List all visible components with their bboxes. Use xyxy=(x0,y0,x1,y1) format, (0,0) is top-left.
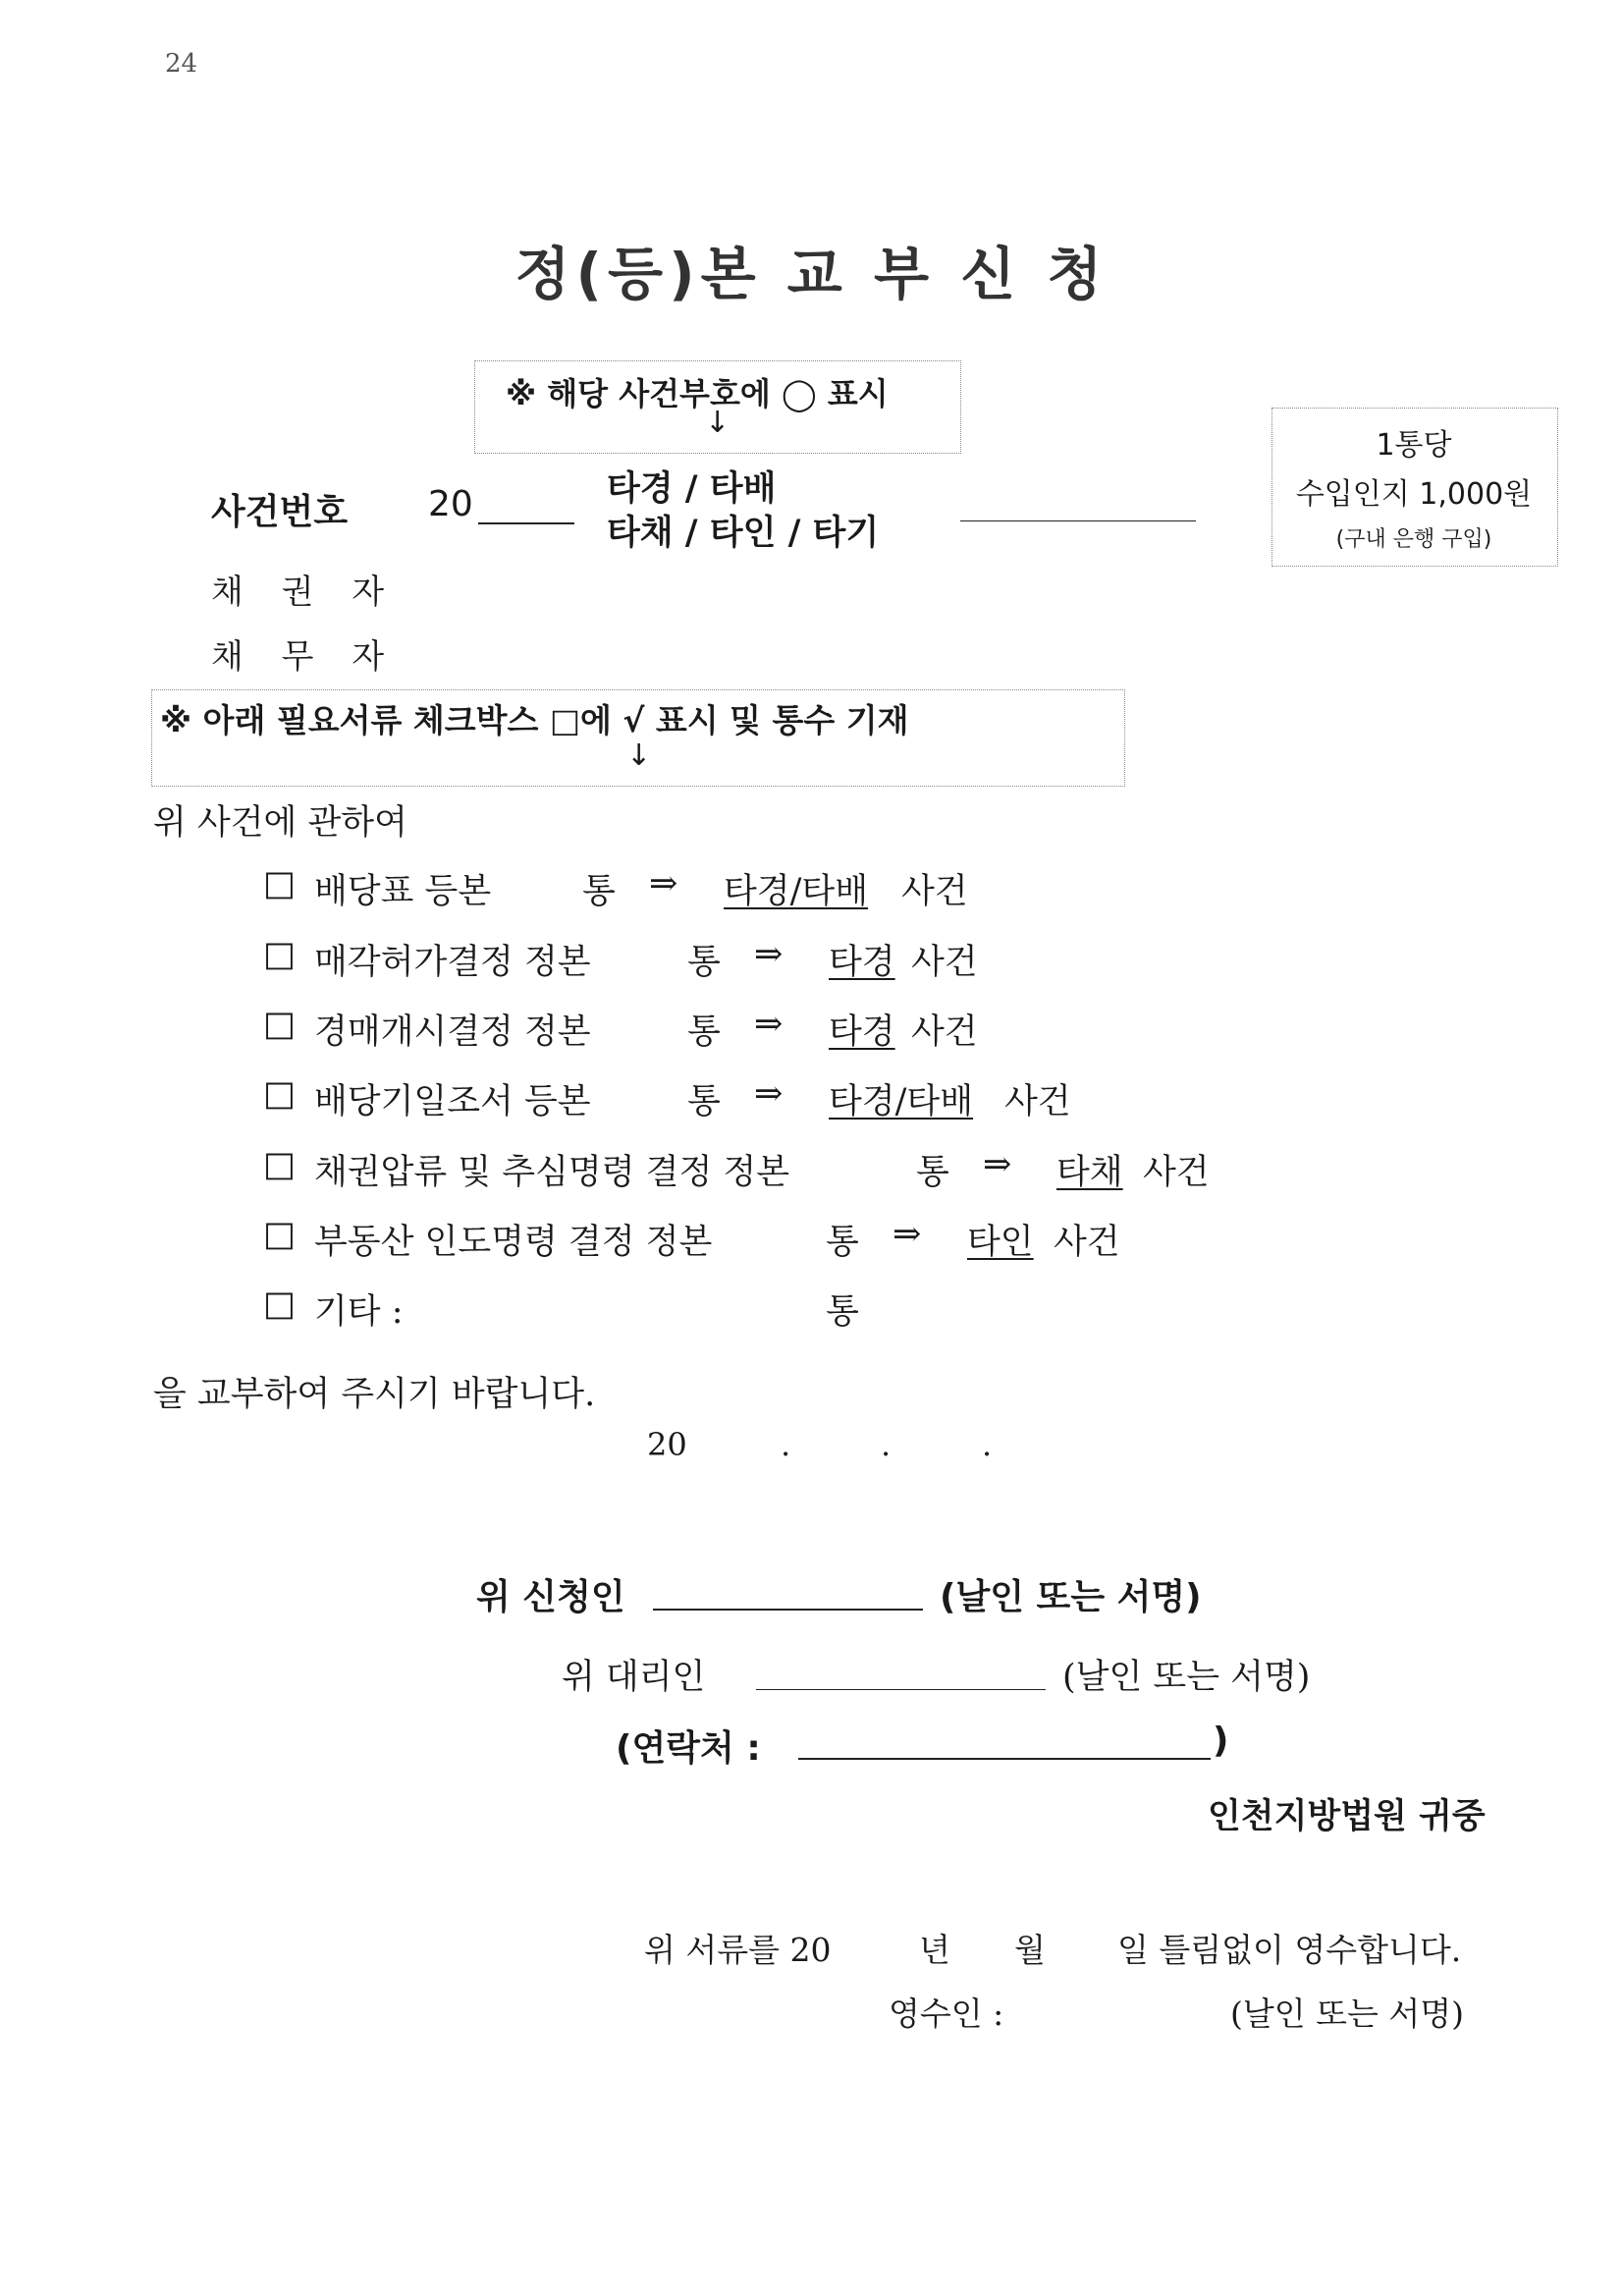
document-name[interactable]: 기타 : xyxy=(314,1292,404,1332)
arrow-right-icon: ⇒ xyxy=(649,864,678,903)
receiver-label: 영수인 : xyxy=(889,1995,1004,2033)
agent-signature-note: (날인 또는 서명) xyxy=(1062,1658,1311,1697)
agent-label: 위 대리인 xyxy=(562,1658,706,1697)
case-type: 타경 xyxy=(829,943,895,982)
document-name: 배당표 등본 xyxy=(314,872,492,911)
case-suffix: 사건 xyxy=(911,1012,978,1052)
case-types-row1[interactable]: 타경 / 타배 xyxy=(607,469,777,509)
closing-text: 을 교부하여 주시기 바랍니다. xyxy=(153,1375,596,1414)
copy-count-unit[interactable]: 통 xyxy=(916,1153,949,1192)
case-suffix: 사건 xyxy=(1054,1223,1120,1262)
checkbox[interactable]: □ xyxy=(263,935,297,974)
stamp-amount: 수입인지 1,000원 xyxy=(1295,477,1533,512)
document-name: 부동산 인도명령 결정 정본 xyxy=(314,1223,713,1262)
documents-instruction-text: ※ 아래 필요서류 체크박스 □에 √ 표시 및 통수 기재 xyxy=(160,701,909,739)
debtor-label: 채 무 자 xyxy=(211,637,399,677)
case-type: 타경 xyxy=(829,1012,895,1052)
date-separator: . xyxy=(881,1426,892,1463)
copy-count-unit[interactable]: 통 xyxy=(826,1292,859,1332)
down-arrow-icon: ↓ xyxy=(626,738,652,773)
date-year-prefix[interactable]: 20 xyxy=(647,1426,687,1463)
contact-field[interactable] xyxy=(798,1758,1211,1760)
case-number-field[interactable] xyxy=(960,520,1196,521)
creditor-label: 채 권 자 xyxy=(211,573,399,612)
case-type: 타경/타배 xyxy=(829,1082,974,1121)
case-type: 타경/타배 xyxy=(724,872,869,911)
checkbox[interactable]: □ xyxy=(263,1285,297,1324)
case-suffix: 사건 xyxy=(1143,1153,1210,1192)
case-year-prefix: 20 xyxy=(428,484,473,524)
case-suffix: 사건 xyxy=(911,943,978,982)
checkbox[interactable]: □ xyxy=(263,1074,297,1114)
receipt-text-suffix: 일 틀림없이 영수합니다. xyxy=(1117,1931,1462,1969)
checkbox[interactable]: □ xyxy=(263,1145,297,1184)
arrow-right-icon: ⇒ xyxy=(754,935,784,974)
date-separator: . xyxy=(982,1426,993,1463)
contact-close-paren: ) xyxy=(1213,1721,1229,1761)
document-name: 채권압류 및 추심명령 결정 정본 xyxy=(314,1153,790,1192)
arrow-right-icon: ⇒ xyxy=(754,1074,784,1114)
page-number: 24 xyxy=(165,49,198,79)
case-year-field[interactable] xyxy=(478,522,574,524)
contact-label: (연락처 : xyxy=(616,1728,761,1769)
copy-count-unit[interactable]: 통 xyxy=(687,943,721,982)
agent-name-field[interactable] xyxy=(756,1689,1046,1690)
copy-count-unit[interactable]: 통 xyxy=(687,1012,721,1052)
case-type: 타인 xyxy=(967,1223,1034,1262)
applicant-signature-note: (날인 또는 서명) xyxy=(940,1577,1202,1617)
copy-count-unit[interactable]: 통 xyxy=(687,1082,721,1121)
document-name: 매각허가결정 정본 xyxy=(314,943,591,982)
receiver-signature-note: (날인 또는 서명) xyxy=(1230,1995,1464,2033)
checkbox[interactable]: □ xyxy=(263,1005,297,1044)
arrow-right-icon: ⇒ xyxy=(754,1005,784,1044)
stamp-purchase-note: (구내 은행 구입) xyxy=(1335,527,1492,552)
receipt-month-unit: 월 xyxy=(1014,1931,1046,1969)
date-separator: . xyxy=(781,1426,791,1463)
intro-text: 위 사건에 관하여 xyxy=(153,803,407,843)
case-suffix: 사건 xyxy=(901,872,968,911)
checkbox[interactable]: □ xyxy=(263,1215,297,1254)
receipt-year-unit: 년 xyxy=(919,1931,950,1969)
arrow-right-icon: ⇒ xyxy=(893,1215,922,1254)
case-suffix: 사건 xyxy=(1004,1082,1071,1121)
document-name: 배당기일조서 등본 xyxy=(314,1082,591,1121)
applicant-label: 위 신청인 xyxy=(476,1577,625,1617)
down-arrow-icon: ↓ xyxy=(705,406,730,440)
copy-count-unit[interactable]: 통 xyxy=(826,1223,859,1262)
case-instruction-text: ※ 해당 사건부호에 ◯ 표시 xyxy=(506,375,889,412)
receipt-text-prefix: 위 서류를 20 xyxy=(644,1931,832,1969)
court-addressee: 인천지방법원 귀중 xyxy=(1208,1797,1486,1836)
stamp-per-copy: 1통당 xyxy=(1376,428,1452,463)
applicant-name-field[interactable] xyxy=(653,1609,923,1611)
case-types-row2[interactable]: 타채 / 타인 / 타기 xyxy=(607,514,880,553)
case-number-label: 사건번호 xyxy=(211,492,349,532)
arrow-right-icon: ⇒ xyxy=(983,1145,1012,1184)
case-type: 타채 xyxy=(1056,1153,1123,1192)
copy-count-unit[interactable]: 통 xyxy=(582,872,616,911)
document-title: 정(등)본 교 부 신 청 xyxy=(514,241,1109,307)
document-name: 경매개시결정 정본 xyxy=(314,1012,591,1052)
checkbox[interactable]: □ xyxy=(263,864,297,903)
